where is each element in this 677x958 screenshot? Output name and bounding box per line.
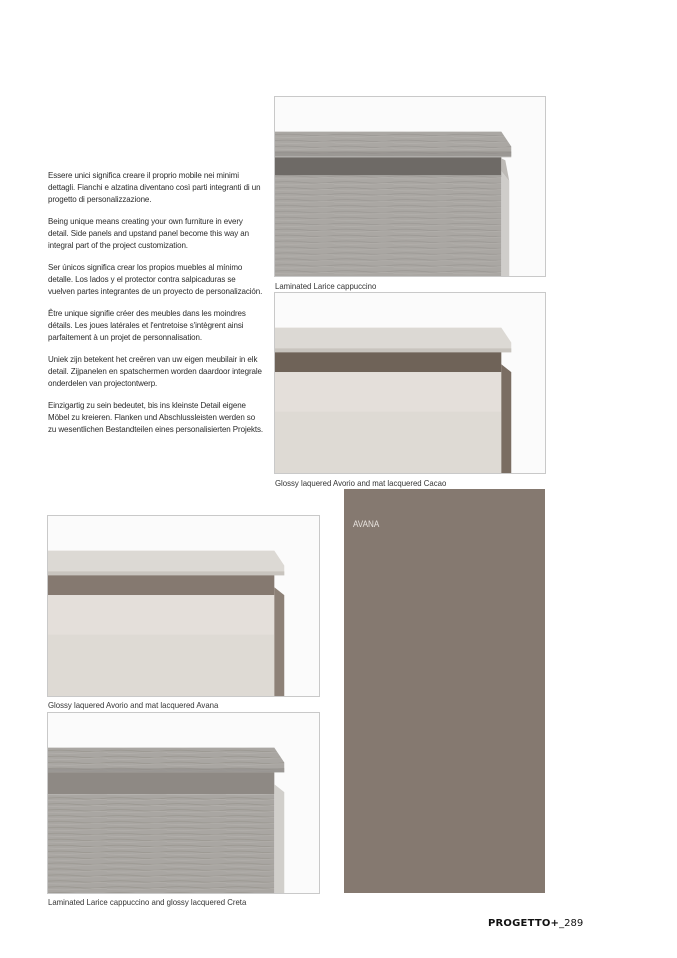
intro-text <box>48 169 263 445</box>
folio-separator: _ <box>559 918 565 929</box>
photo-avorio-avana <box>47 515 320 697</box>
intro-paragraph-nl: Uniek zijn betekent het creëren van uw eigen meubilair in elk detail. Zijpanelen en spatschermen worden daardoor integrale onderdelen van projectontwerp. <box>48 354 262 388</box>
intro-paragraph-fr: Être unique signifie créer des meubles dans les moindres détails. Les joues latérales et l'entretoise s'intègrent ainsi parfaitement à un projet de personnalisation. <box>48 308 246 342</box>
intro-paragraph-en: Being unique means creating your own furniture in every detail. Side panels and upstand panel become this way an integral part of the project customization. <box>48 216 249 250</box>
photo-caption: Glossy laquered Avorio and mat lacquered Avana <box>48 700 219 710</box>
photo-larice-creta <box>47 712 320 894</box>
color-swatch-avana <box>344 489 545 893</box>
page-folio <box>488 918 583 929</box>
photo-avorio-cacao <box>274 292 546 474</box>
intro-paragraph-es: Ser únicos significa crear los propios muebles al mínimo detalle. Los lados y el protector contra salpicaduras se vuelven partes integrantes de un proyecto de personalización. <box>48 262 263 296</box>
page-number: 289 <box>564 918 584 929</box>
intro-paragraph-it: Essere unici significa creare il proprio mobile nei minimi dettagli. Fianchi e alzatina diventano così parti integranti di un progetto di personalizzazione. <box>48 170 261 204</box>
photo-caption: Glossy laquered Avorio and mat lacquered Cacao <box>275 478 447 488</box>
intro-paragraph-de: Einzigartig zu sein bedeutet, bis ins kleinste Detail eigene Möbel zu kreieren. Flanken und Abschlussleisten werden so zu wesentlichen Bestandteilen eines personalisierten Projekts. <box>48 400 264 434</box>
swatch-label: AVANA <box>353 519 380 529</box>
photo-caption: Laminated Larice cappuccino and glossy lacquered Creta <box>48 897 247 907</box>
photo-larice-cappuccino <box>274 96 546 277</box>
brand-name: PROGETTO+ <box>488 918 560 929</box>
photo-caption: Laminated Larice cappuccino <box>275 281 377 291</box>
